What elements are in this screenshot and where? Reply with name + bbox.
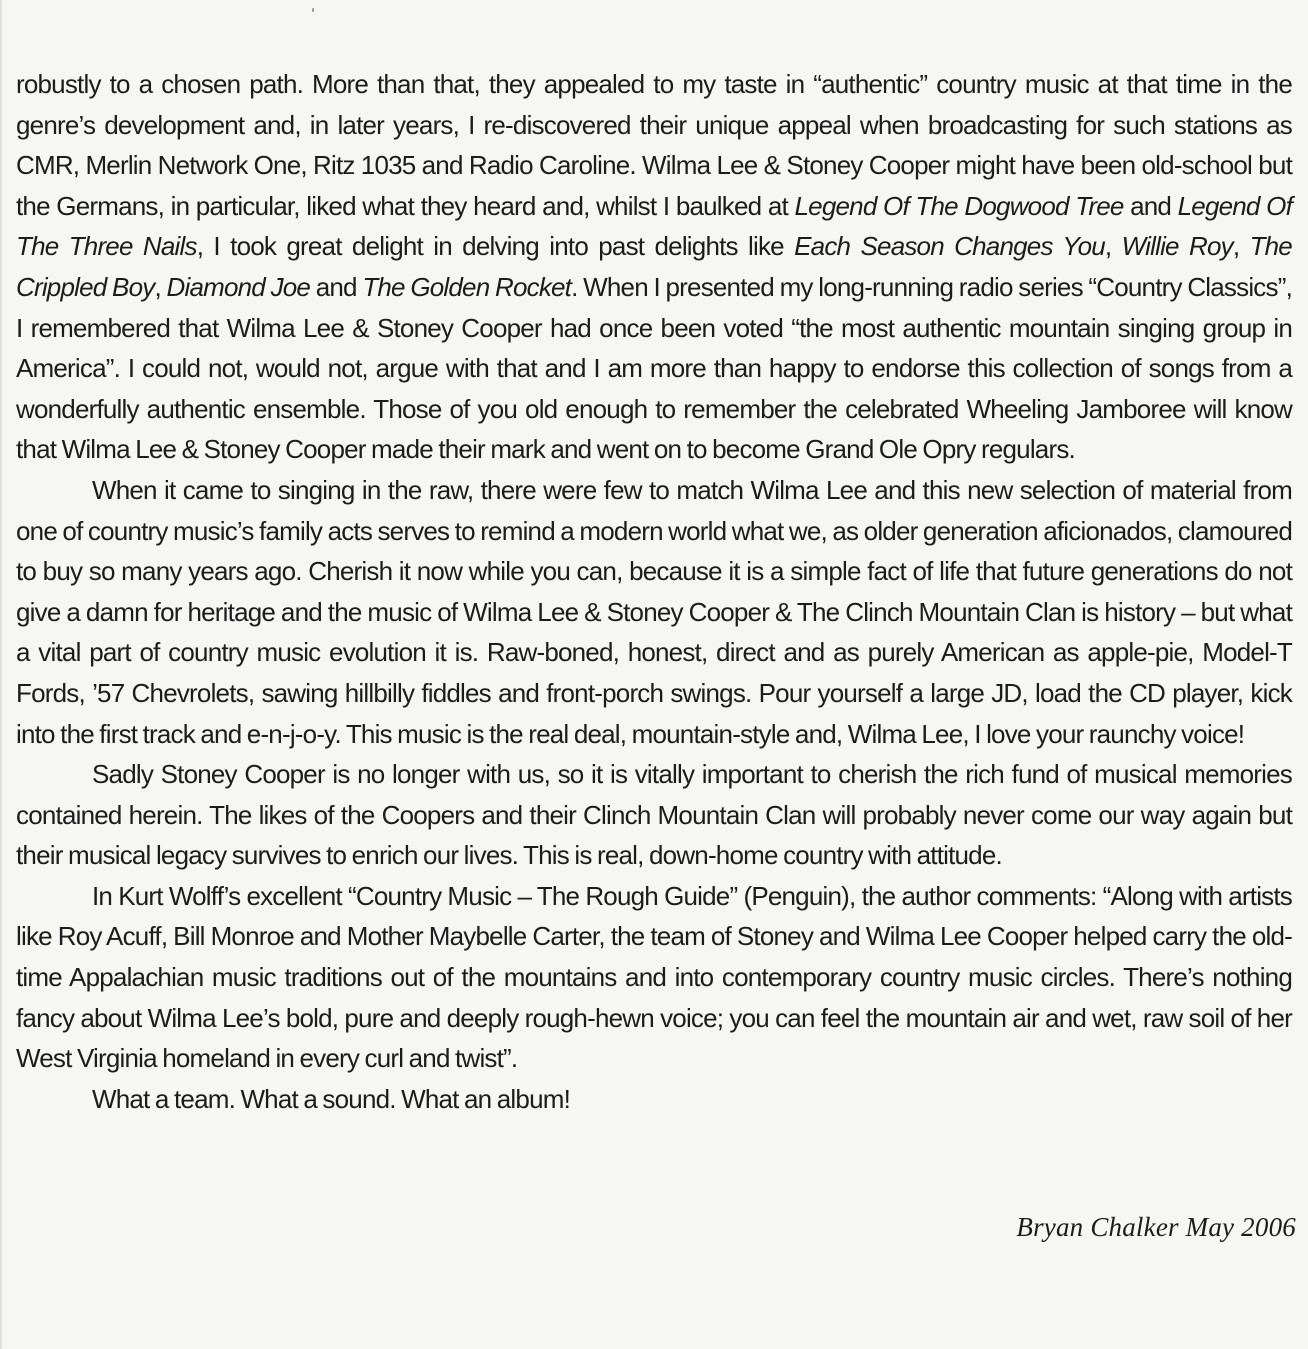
liner-notes-text (16, 64, 1292, 1119)
text-run: , (154, 271, 167, 302)
song-title: Each Season Changes You (794, 231, 1105, 262)
paragraph-1 (16, 64, 1292, 470)
paragraph-4 (16, 876, 1292, 1079)
paragraph-3 (16, 754, 1292, 876)
song-title: The Crippled Boy (16, 231, 1292, 302)
song-title: Diamond Joe (166, 271, 311, 302)
paragraph-2 (16, 470, 1292, 754)
text-run: , I took great delight in delving into past delights like (196, 231, 795, 262)
text-run: , (1104, 231, 1122, 262)
text-run: Sadly Stoney Cooper is no longer with us, so it is vitally important to cherish the rich fund of musical memories contained herein. The likes of the Coopers and their Clinch Mountain Clan will probably never come our way again but their musical legacy survives to enrich our lives. This is real, down-home country with attitude. (16, 759, 1292, 871)
text-run: What a team. What a sound. What an album! (92, 1083, 571, 1114)
song-title: Legend Of The Dogwood Tree (794, 190, 1124, 221)
text-run: , (1232, 231, 1250, 262)
text-run: and (310, 271, 363, 302)
song-title: The Golden Rocket (362, 271, 572, 302)
text-run: . When I presented my long-running radio series “Country Classics”, I remembered that Wilma Lee & Stoney Cooper had once been voted “the most authentic mountain singing group in America”. I could not, would not, argue with that and I am more than happy to endorse this collection of songs from a wonderfully authentic ensemble. Those of you old enough to remember the celebrated Wheeling Jamboree will know that Wilma Lee & Stoney Cooper made their mark and went on to become Grand Ole Opry regulars. (16, 271, 1292, 465)
paragraph-5 (16, 1079, 1292, 1120)
song-title: Willie Roy (1121, 231, 1233, 262)
text-run: When it came to singing in the raw, there were few to match Wilma Lee and this new selection of material from one of country music’s family acts serves to remind a modern world what we, as older generation aficionados, clamoured to buy so many years ago. Cherish it now while you can, because it is a simple fact of life that future generations do not give a damn for heritage and the music of Wilma Lee & Stoney Cooper & The Clinch Mountain Clan is history – but what a vital part of country music evolution it is. Raw-boned, honest, direct and as purely American as apple-pie, Model-T Fords, ’57 Chevrolets, sawing hillbilly fiddles and front-porch swings. Pour yourself a large JD, load the CD player, kick into the first track and e-n-j-o-y. This music is the real deal, mountain-style and, Wilma Lee, I love your raunchy voice! (16, 474, 1292, 749)
author-signature: Bryan Chalker May 2006 (1016, 1212, 1296, 1242)
scan-speck (312, 8, 314, 12)
text-run: robustly to a chosen path. More than that, they appealed to my taste in “authentic” country music at that time in the genre’s development and, in later years, I re-discovered their unique appeal when broadcasting for such stations as CMR, Merlin Network One, Ritz 1035 and Radio Caroline. Wilma Lee & Stoney Cooper might have been old-school but the Germans, in particular, liked what they heard and, whilst I baulked at (16, 69, 1292, 221)
scan-edge-shadow (0, 0, 3, 1349)
song-title: Legend Of The Three Nails (16, 190, 1292, 262)
text-run: and (1123, 190, 1178, 221)
text-run: In Kurt Wolff’s excellent “Country Music – The Rough Guide” (Penguin), the author comments: “Along with artists like Roy Acuff, Bill Monroe and Mother Maybelle Carter, the team of Stoney and Wilma Lee Cooper helped carry the old-time Appalachian music traditions out of the mountains and into contemporary country music circles. There’s nothing fancy about Wilma Lee’s bold, pure and deeply rough-hewn voice; you can feel the mountain air and wet, raw soil of her West Virginia homeland in every curl and twist”. (16, 880, 1292, 1074)
